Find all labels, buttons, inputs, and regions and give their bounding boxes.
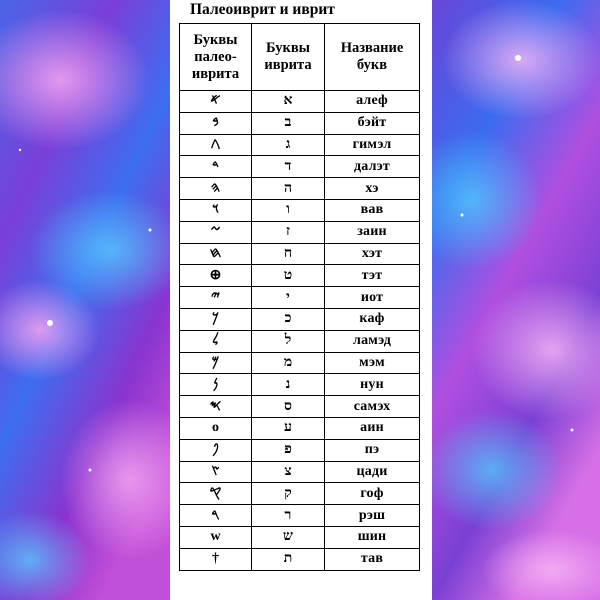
table-row — [180, 548, 420, 570]
hebrew-letter-cell: ס — [252, 396, 325, 418]
letter-name-cell: бэйт — [325, 112, 420, 134]
letter-name-cell: аин — [325, 417, 420, 439]
table-row — [180, 374, 420, 396]
letter-name-cell: тэт — [325, 265, 420, 287]
header-paleo-letters: Буквы палео-иврита — [180, 24, 252, 91]
hebrew-letter-cell: נ — [252, 374, 325, 396]
paleo-letter-cell: 𐤅 — [180, 199, 252, 221]
paleo-letter-cell: 𐤉 — [180, 287, 252, 309]
letter-name-cell: иот — [325, 287, 420, 309]
page-title: Палеоиврит и иврит — [190, 1, 335, 18]
paleo-letter-cell: 𐤑 — [180, 461, 252, 483]
letter-name-cell: тав — [325, 548, 420, 570]
letter-name-cell: рэш — [325, 505, 420, 527]
table-row — [180, 243, 420, 265]
hebrew-letter-cell: ז — [252, 221, 325, 243]
paleo-letter-cell: 𐤄 — [180, 178, 252, 200]
header-letter-names: Название букв — [325, 24, 420, 91]
letter-name-cell: цади — [325, 461, 420, 483]
paleo-letter-cell: o — [180, 417, 252, 439]
paleo-letter-cell: 𐤀 — [180, 91, 252, 113]
paleo-letter-cell: 𐤍 — [180, 374, 252, 396]
nebula-background-left — [0, 0, 170, 600]
paleo-letter-cell: 𐤐 — [180, 439, 252, 461]
paleo-letter-cell: † — [180, 548, 252, 570]
paleo-letter-cell: 𐤓 — [180, 505, 252, 527]
letter-name-cell: алеф — [325, 91, 420, 113]
table-row — [180, 439, 420, 461]
hebrew-letter-cell: ג — [252, 134, 325, 156]
table-row — [180, 352, 420, 374]
table-row — [180, 505, 420, 527]
alphabet-panel — [170, 0, 432, 600]
hebrew-letter-cell: צ — [252, 461, 325, 483]
alphabet-table — [179, 23, 420, 571]
table-header-row — [180, 24, 420, 91]
table-row — [180, 287, 420, 309]
nebula-left-image — [0, 0, 170, 600]
hebrew-letter-cell: ל — [252, 330, 325, 352]
paleo-letter-cell: ⊕ — [180, 265, 252, 287]
paleo-letter-cell: 𐤋 — [180, 330, 252, 352]
hebrew-letter-cell: ת — [252, 548, 325, 570]
hebrew-letter-cell: ק — [252, 483, 325, 505]
letter-name-cell: хэ — [325, 178, 420, 200]
paleo-letter-cell: 𐤃 — [180, 156, 252, 178]
hebrew-letter-cell: ר — [252, 505, 325, 527]
letter-name-cell: мэм — [325, 352, 420, 374]
hebrew-letter-cell: פ — [252, 439, 325, 461]
letter-name-cell: хэт — [325, 243, 420, 265]
paleo-letter-cell: 𐤆 — [180, 221, 252, 243]
hebrew-letter-cell: א — [252, 91, 325, 113]
nebula-right-image — [432, 0, 600, 600]
paleo-letter-cell: 𐤇 — [180, 243, 252, 265]
letter-name-cell: заин — [325, 221, 420, 243]
paleo-letter-cell: 𐤎 — [180, 396, 252, 418]
table-row — [180, 134, 420, 156]
table-row — [180, 221, 420, 243]
letter-name-cell: вав — [325, 199, 420, 221]
table-row — [180, 330, 420, 352]
table-row — [180, 199, 420, 221]
hebrew-letter-cell: י — [252, 287, 325, 309]
letter-name-cell: гимэл — [325, 134, 420, 156]
paleo-letter-cell: 𐤊 — [180, 308, 252, 330]
letter-name-cell: шин — [325, 526, 420, 548]
paleo-letter-cell: 𐤁 — [180, 112, 252, 134]
hebrew-letter-cell: ש — [252, 526, 325, 548]
hebrew-letter-cell: ו — [252, 199, 325, 221]
table-row — [180, 526, 420, 548]
table-row — [180, 461, 420, 483]
hebrew-letter-cell: ט — [252, 265, 325, 287]
hebrew-letter-cell: ה — [252, 178, 325, 200]
table-row — [180, 178, 420, 200]
table-row — [180, 265, 420, 287]
letter-name-cell: пэ — [325, 439, 420, 461]
paleo-letter-cell: w — [180, 526, 252, 548]
table-row — [180, 396, 420, 418]
nebula-background-right — [432, 0, 600, 600]
paleo-letter-cell: 𐤂 — [180, 134, 252, 156]
letter-name-cell: далэт — [325, 156, 420, 178]
paleo-letter-cell: 𐤒 — [180, 483, 252, 505]
hebrew-letter-cell: כ — [252, 308, 325, 330]
hebrew-letter-cell: ח — [252, 243, 325, 265]
letter-name-cell: самэх — [325, 396, 420, 418]
letter-name-cell: каф — [325, 308, 420, 330]
table-row — [180, 91, 420, 113]
hebrew-letter-cell: ב — [252, 112, 325, 134]
table-row — [180, 308, 420, 330]
table-row — [180, 156, 420, 178]
letter-name-cell: нун — [325, 374, 420, 396]
hebrew-letter-cell: ע — [252, 417, 325, 439]
table-row — [180, 417, 420, 439]
letter-name-cell: ламэд — [325, 330, 420, 352]
table-row — [180, 112, 420, 134]
table-row — [180, 483, 420, 505]
letter-name-cell: гоф — [325, 483, 420, 505]
hebrew-letter-cell: ד — [252, 156, 325, 178]
hebrew-letter-cell: מ — [252, 352, 325, 374]
header-hebrew-letters: Буквы иврита — [252, 24, 325, 91]
paleo-letter-cell: 𐤌 — [180, 352, 252, 374]
